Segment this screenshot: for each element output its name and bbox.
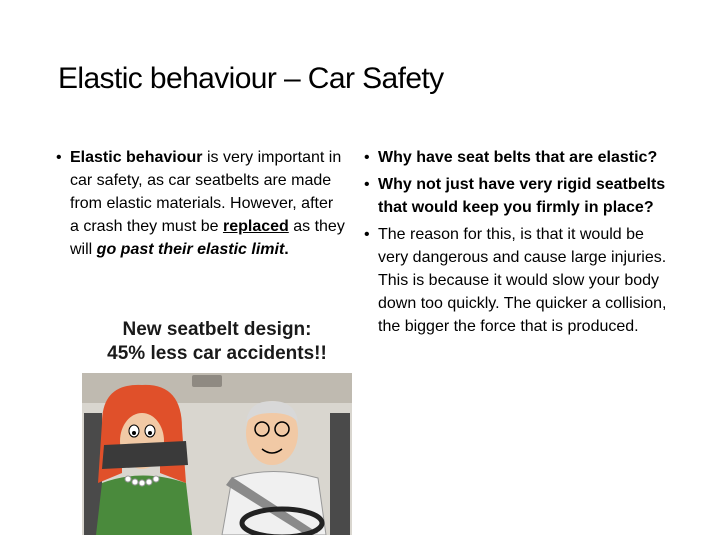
body-text: as they will — [70, 218, 345, 258]
left-bullet — [56, 146, 346, 261]
bullet-icon: • — [364, 149, 370, 166]
question-bullet-2 — [364, 173, 674, 219]
cartoon-caption-line1: New seatbelt design: — [122, 319, 312, 340]
bullet-icon: • — [56, 149, 62, 166]
bold-phrase: Elastic behaviour — [70, 149, 203, 166]
woman-pupil-right — [148, 431, 152, 435]
bold-italic-phrase: go past their elastic limit — [96, 241, 285, 258]
body-text: is very important in car safety, as car seatbelts are made from elastic materials. However, after a crash they must be — [70, 149, 342, 235]
woman-pupil-left — [132, 431, 136, 435]
bullet-icon: • — [364, 226, 370, 243]
seat-right — [330, 413, 350, 535]
slide-title: Elastic behaviour – Car Safety — [58, 62, 444, 95]
period: . — [284, 241, 289, 258]
underlined-word: replaced — [222, 218, 289, 235]
seatbelt-cartoon — [82, 315, 352, 535]
cartoon-illustration — [82, 373, 352, 535]
seatbelt-over-mouth — [102, 441, 188, 469]
right-column — [364, 146, 674, 342]
answer-bullet — [364, 223, 674, 338]
question-text: Why have seat belts that are elastic? — [378, 149, 658, 166]
answer-text: The reason for this, is that it would be very dangerous and cause large injuries. This is because it would slow your body down too quickly. The quicker a collision, the bigger the force that is produced. — [378, 226, 667, 335]
rearview-mirror-icon — [192, 375, 222, 387]
question-text: Why not just have very rigid seatbelts that would keep you firmly in place? — [378, 176, 666, 216]
cartoon-caption-line2: 45% less car accidents!! — [107, 343, 327, 364]
bullet-icon: • — [364, 176, 370, 193]
left-column — [56, 146, 346, 265]
question-bullet-1 — [364, 146, 674, 169]
